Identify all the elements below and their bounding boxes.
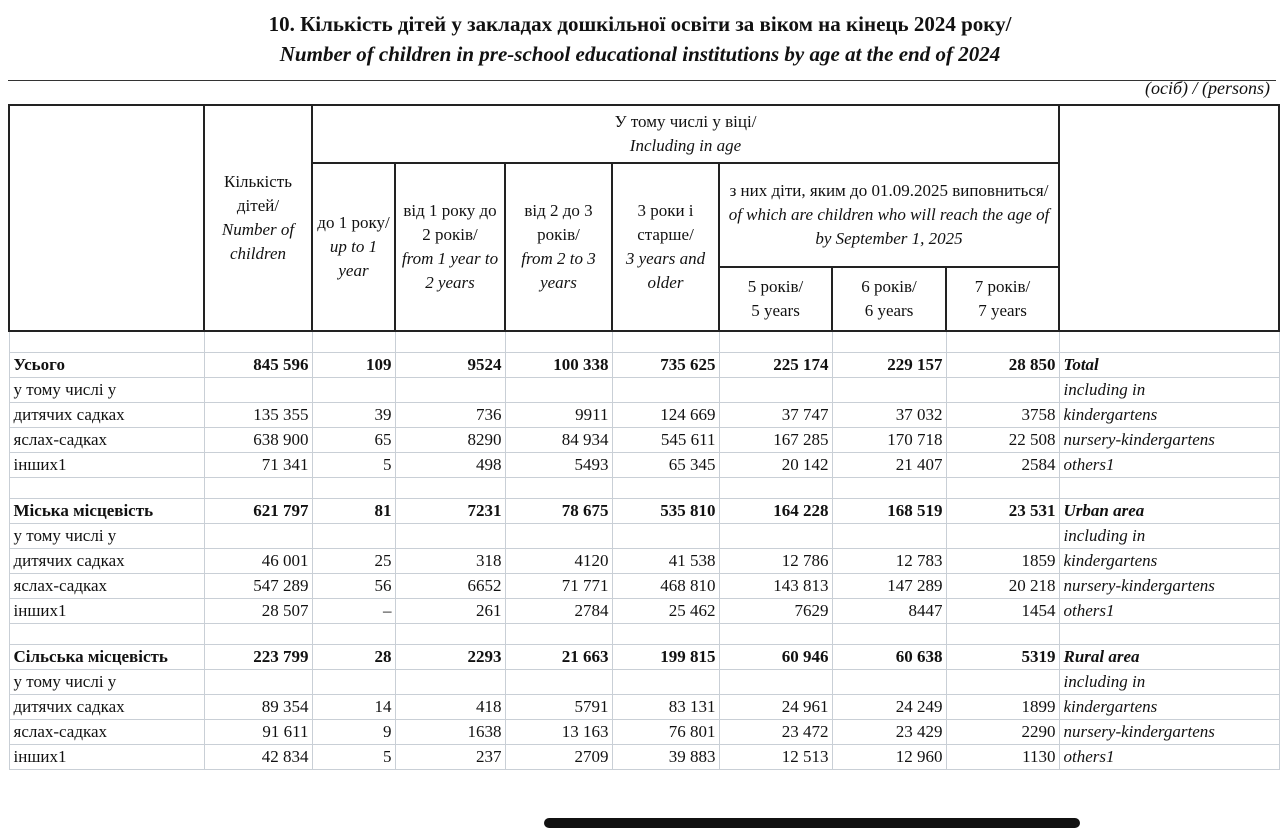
value-cell: 2709 — [505, 745, 612, 770]
table-row-total — [9, 645, 1279, 670]
empty-cell — [505, 331, 612, 353]
value-cell: 8447 — [832, 599, 946, 624]
value-cell — [204, 378, 312, 403]
value-cell: 638 900 — [204, 428, 312, 453]
statistics-table — [8, 104, 1280, 770]
value-cell — [395, 670, 505, 695]
empty-cell — [1059, 331, 1279, 353]
value-cell: 41 538 — [612, 549, 719, 574]
units-label: (осіб) / (persons) — [1144, 78, 1270, 98]
row-label-ukrainian: інших1 — [9, 599, 204, 624]
header-7-years — [946, 267, 1059, 331]
value-cell: 37 747 — [719, 403, 832, 428]
value-cell: 78 675 — [505, 499, 612, 524]
table-row-total — [9, 499, 1279, 524]
empty-cell — [719, 624, 832, 645]
value-cell: 23 429 — [832, 720, 946, 745]
value-cell: 8290 — [395, 428, 505, 453]
value-cell: 25 462 — [612, 599, 719, 624]
value-cell: 261 — [395, 599, 505, 624]
empty-cell — [204, 478, 312, 499]
value-cell: 100 338 — [505, 353, 612, 378]
value-cell: 20 142 — [719, 453, 832, 478]
row-label-english: Total — [1059, 353, 1279, 378]
header-6-years — [832, 267, 946, 331]
header-text: 5 років/ — [747, 277, 804, 296]
value-cell: 22 508 — [946, 428, 1059, 453]
table-row — [9, 695, 1279, 720]
value-cell: 9524 — [395, 353, 505, 378]
row-label-ukrainian: інших1 — [9, 745, 204, 770]
header-text: 6 років/ — [861, 277, 917, 296]
row-label-ukrainian: дитячих садках — [9, 695, 204, 720]
value-cell: 2784 — [505, 599, 612, 624]
spacer-row — [9, 624, 1279, 645]
value-cell: 14 — [312, 695, 395, 720]
empty-cell — [505, 624, 612, 645]
row-label-ukrainian: Міська місцевість — [9, 499, 204, 524]
value-cell — [312, 378, 395, 403]
table-row — [9, 670, 1279, 695]
header-including-in-age — [312, 105, 1059, 163]
value-cell: 12 786 — [719, 549, 832, 574]
value-cell: 71 771 — [505, 574, 612, 599]
row-label-ukrainian: дитячих садках — [9, 403, 204, 428]
value-cell: 28 850 — [946, 353, 1059, 378]
value-cell: 20 218 — [946, 574, 1059, 599]
value-cell: 199 815 — [612, 645, 719, 670]
value-cell — [395, 524, 505, 549]
value-cell: 735 625 — [612, 353, 719, 378]
table-row — [9, 599, 1279, 624]
value-cell: 4120 — [505, 549, 612, 574]
row-label-english: Urban area — [1059, 499, 1279, 524]
empty-cell — [505, 478, 612, 499]
header-1-to-2-years — [395, 163, 505, 331]
value-cell: 1454 — [946, 599, 1059, 624]
row-label-ukrainian: Усього — [9, 353, 204, 378]
row-label-english: kindergartens — [1059, 695, 1279, 720]
value-cell — [204, 670, 312, 695]
header-text: У тому числі у віці/ — [614, 112, 757, 131]
header-2-to-3-years — [505, 163, 612, 331]
table-body — [9, 331, 1279, 770]
value-cell: 60 638 — [832, 645, 946, 670]
table-row — [9, 428, 1279, 453]
value-cell — [719, 670, 832, 695]
value-cell: 12 960 — [832, 745, 946, 770]
value-cell: 13 163 — [505, 720, 612, 745]
value-cell: 83 131 — [612, 695, 719, 720]
value-cell: 65 — [312, 428, 395, 453]
value-cell: 547 289 — [204, 574, 312, 599]
value-cell — [312, 524, 395, 549]
row-label-ukrainian: яслах-садках — [9, 428, 204, 453]
value-cell: 1899 — [946, 695, 1059, 720]
empty-cell — [204, 624, 312, 645]
value-cell — [946, 670, 1059, 695]
header-text: up to 1 year — [329, 237, 378, 280]
value-cell: 237 — [395, 745, 505, 770]
header-text: 3 роки і старше/ — [637, 201, 694, 244]
empty-cell — [946, 331, 1059, 353]
header-text: from 2 to 3 years — [521, 249, 596, 292]
value-cell: 37 032 — [832, 403, 946, 428]
value-cell: 12 783 — [832, 549, 946, 574]
value-cell — [832, 670, 946, 695]
empty-cell — [312, 478, 395, 499]
header-text: 6 years — [864, 301, 914, 320]
value-cell — [204, 524, 312, 549]
value-cell — [612, 524, 719, 549]
spacer-row — [9, 478, 1279, 499]
value-cell — [312, 670, 395, 695]
table-row — [9, 549, 1279, 574]
value-cell: 24 249 — [832, 695, 946, 720]
value-cell: 39 883 — [612, 745, 719, 770]
value-cell: 135 355 — [204, 403, 312, 428]
row-label-ukrainian: Сільська місцевість — [9, 645, 204, 670]
table-row — [9, 403, 1279, 428]
value-cell: 71 341 — [204, 453, 312, 478]
header-text: до 1 року/ — [317, 213, 390, 232]
table-row — [9, 720, 1279, 745]
value-cell: 6652 — [395, 574, 505, 599]
value-cell: 42 834 — [204, 745, 312, 770]
value-cell — [719, 378, 832, 403]
row-label-english: kindergartens — [1059, 403, 1279, 428]
value-cell: 2290 — [946, 720, 1059, 745]
header-of-which-will-reach-age — [719, 163, 1059, 267]
header-text: 5 years — [751, 301, 800, 320]
table-row — [9, 745, 1279, 770]
empty-cell — [719, 331, 832, 353]
empty-cell — [832, 478, 946, 499]
row-label-english: nursery-kindergartens — [1059, 428, 1279, 453]
value-cell: 9911 — [505, 403, 612, 428]
empty-cell — [395, 624, 505, 645]
header-row-label-blank — [9, 105, 204, 331]
table-row — [9, 524, 1279, 549]
value-cell: 60 946 — [719, 645, 832, 670]
row-label-english: kindergartens — [1059, 549, 1279, 574]
empty-cell — [395, 478, 505, 499]
value-cell: 89 354 — [204, 695, 312, 720]
value-cell: 2584 — [946, 453, 1059, 478]
value-cell: 1859 — [946, 549, 1059, 574]
value-cell — [612, 378, 719, 403]
value-cell: 2293 — [395, 645, 505, 670]
empty-cell — [612, 478, 719, 499]
empty-cell — [1059, 624, 1279, 645]
value-cell: 5791 — [505, 695, 612, 720]
empty-cell — [946, 478, 1059, 499]
value-cell: 1130 — [946, 745, 1059, 770]
value-cell: 76 801 — [612, 720, 719, 745]
value-cell — [505, 378, 612, 403]
table-row-total — [9, 353, 1279, 378]
empty-cell — [832, 331, 946, 353]
empty-cell — [9, 624, 204, 645]
value-cell: – — [312, 599, 395, 624]
header-text: Including in age — [629, 136, 742, 155]
value-cell: 845 596 — [204, 353, 312, 378]
header-text: of which are children who will reach the age of by September 1, 2025 — [728, 205, 1050, 248]
empty-cell — [612, 624, 719, 645]
divider — [8, 80, 1276, 81]
value-cell — [832, 524, 946, 549]
value-cell: 12 513 — [719, 745, 832, 770]
value-cell: 5 — [312, 745, 395, 770]
value-cell: 7629 — [719, 599, 832, 624]
row-label-english: Rural area — [1059, 645, 1279, 670]
row-label-english: others1 — [1059, 745, 1279, 770]
value-cell — [505, 670, 612, 695]
empty-cell — [395, 331, 505, 353]
value-cell: 225 174 — [719, 353, 832, 378]
value-cell: 81 — [312, 499, 395, 524]
row-label-english: nursery-kindergartens — [1059, 574, 1279, 599]
value-cell: 5319 — [946, 645, 1059, 670]
table-row — [9, 378, 1279, 403]
value-cell: 229 157 — [832, 353, 946, 378]
value-cell: 170 718 — [832, 428, 946, 453]
row-label-ukrainian: яслах-садках — [9, 720, 204, 745]
value-cell: 621 797 — [204, 499, 312, 524]
header-text: від 1 року до 2 років/ — [403, 201, 497, 244]
header-children-count — [204, 105, 312, 331]
value-cell: 468 810 — [612, 574, 719, 599]
empty-cell — [832, 624, 946, 645]
value-cell — [946, 378, 1059, 403]
header-text: 7 років/ — [974, 277, 1031, 296]
value-cell: 143 813 — [719, 574, 832, 599]
value-cell: 21 663 — [505, 645, 612, 670]
header-text: Кількість дітей/ — [223, 172, 292, 215]
empty-cell — [1059, 478, 1279, 499]
value-cell: 56 — [312, 574, 395, 599]
value-cell: 164 228 — [719, 499, 832, 524]
row-label-ukrainian: яслах-садках — [9, 574, 204, 599]
table-title-ukrainian: 10. Кількість дітей у закладах дошкільної освіти за віком на кінець 2024 року/ — [268, 12, 1012, 36]
row-label-english: including in — [1059, 524, 1279, 549]
value-cell: 167 285 — [719, 428, 832, 453]
value-cell: 9 — [312, 720, 395, 745]
value-cell: 39 — [312, 403, 395, 428]
header-text: з них діти, яким до 01.09.2025 виповниться/ — [729, 181, 1049, 200]
empty-cell — [9, 478, 204, 499]
empty-cell — [946, 624, 1059, 645]
value-cell: 5 — [312, 453, 395, 478]
value-cell: 418 — [395, 695, 505, 720]
empty-cell — [204, 331, 312, 353]
value-cell: 91 611 — [204, 720, 312, 745]
header-text: 3 years and older — [625, 249, 706, 292]
header-text: from 1 year to 2 years — [401, 249, 499, 292]
value-cell: 124 669 — [612, 403, 719, 428]
empty-cell — [312, 331, 395, 353]
value-cell: 736 — [395, 403, 505, 428]
table-title-english: Number of children in pre-school educational institutions by age at the end of 2024 — [279, 42, 1001, 66]
table-row — [9, 574, 1279, 599]
table-row — [9, 453, 1279, 478]
row-label-english: others1 — [1059, 599, 1279, 624]
row-label-ukrainian: дитячих садках — [9, 549, 204, 574]
value-cell: 5493 — [505, 453, 612, 478]
row-label-ukrainian: інших1 — [9, 453, 204, 478]
value-cell: 84 934 — [505, 428, 612, 453]
row-label-english: including in — [1059, 670, 1279, 695]
value-cell: 21 407 — [832, 453, 946, 478]
row-label-english: others1 — [1059, 453, 1279, 478]
empty-cell — [719, 478, 832, 499]
value-cell: 223 799 — [204, 645, 312, 670]
value-cell: 1638 — [395, 720, 505, 745]
spacer-row — [9, 331, 1279, 353]
value-cell — [612, 670, 719, 695]
value-cell: 168 519 — [832, 499, 946, 524]
header-5-years — [719, 267, 832, 331]
value-cell — [719, 524, 832, 549]
value-cell — [946, 524, 1059, 549]
value-cell: 3758 — [946, 403, 1059, 428]
header-3-years-and-older — [612, 163, 719, 331]
value-cell: 28 — [312, 645, 395, 670]
value-cell: 7231 — [395, 499, 505, 524]
empty-cell — [9, 331, 204, 353]
row-label-ukrainian: у тому числі у — [9, 378, 204, 403]
value-cell: 545 611 — [612, 428, 719, 453]
header-text: 7 years — [978, 301, 1027, 320]
row-label-english: including in — [1059, 378, 1279, 403]
table-header — [9, 105, 1279, 331]
header-text: від 2 до 3 років/ — [524, 201, 593, 244]
value-cell: 318 — [395, 549, 505, 574]
value-cell: 46 001 — [204, 549, 312, 574]
value-cell: 24 961 — [719, 695, 832, 720]
value-cell: 23 472 — [719, 720, 832, 745]
value-cell: 25 — [312, 549, 395, 574]
value-cell — [832, 378, 946, 403]
value-cell: 498 — [395, 453, 505, 478]
value-cell: 23 531 — [946, 499, 1059, 524]
bottom-scroll-bar — [544, 818, 1080, 828]
header-under-1-year — [312, 163, 395, 331]
value-cell — [505, 524, 612, 549]
header-text: Number of children — [221, 220, 295, 263]
row-label-english: nursery-kindergartens — [1059, 720, 1279, 745]
empty-cell — [612, 331, 719, 353]
value-cell — [395, 378, 505, 403]
value-cell: 147 289 — [832, 574, 946, 599]
header-english-label-blank — [1059, 105, 1279, 331]
empty-cell — [312, 624, 395, 645]
value-cell: 109 — [312, 353, 395, 378]
value-cell: 28 507 — [204, 599, 312, 624]
row-label-ukrainian: у тому числі у — [9, 670, 204, 695]
value-cell: 65 345 — [612, 453, 719, 478]
row-label-ukrainian: у тому числі у — [9, 524, 204, 549]
value-cell: 535 810 — [612, 499, 719, 524]
